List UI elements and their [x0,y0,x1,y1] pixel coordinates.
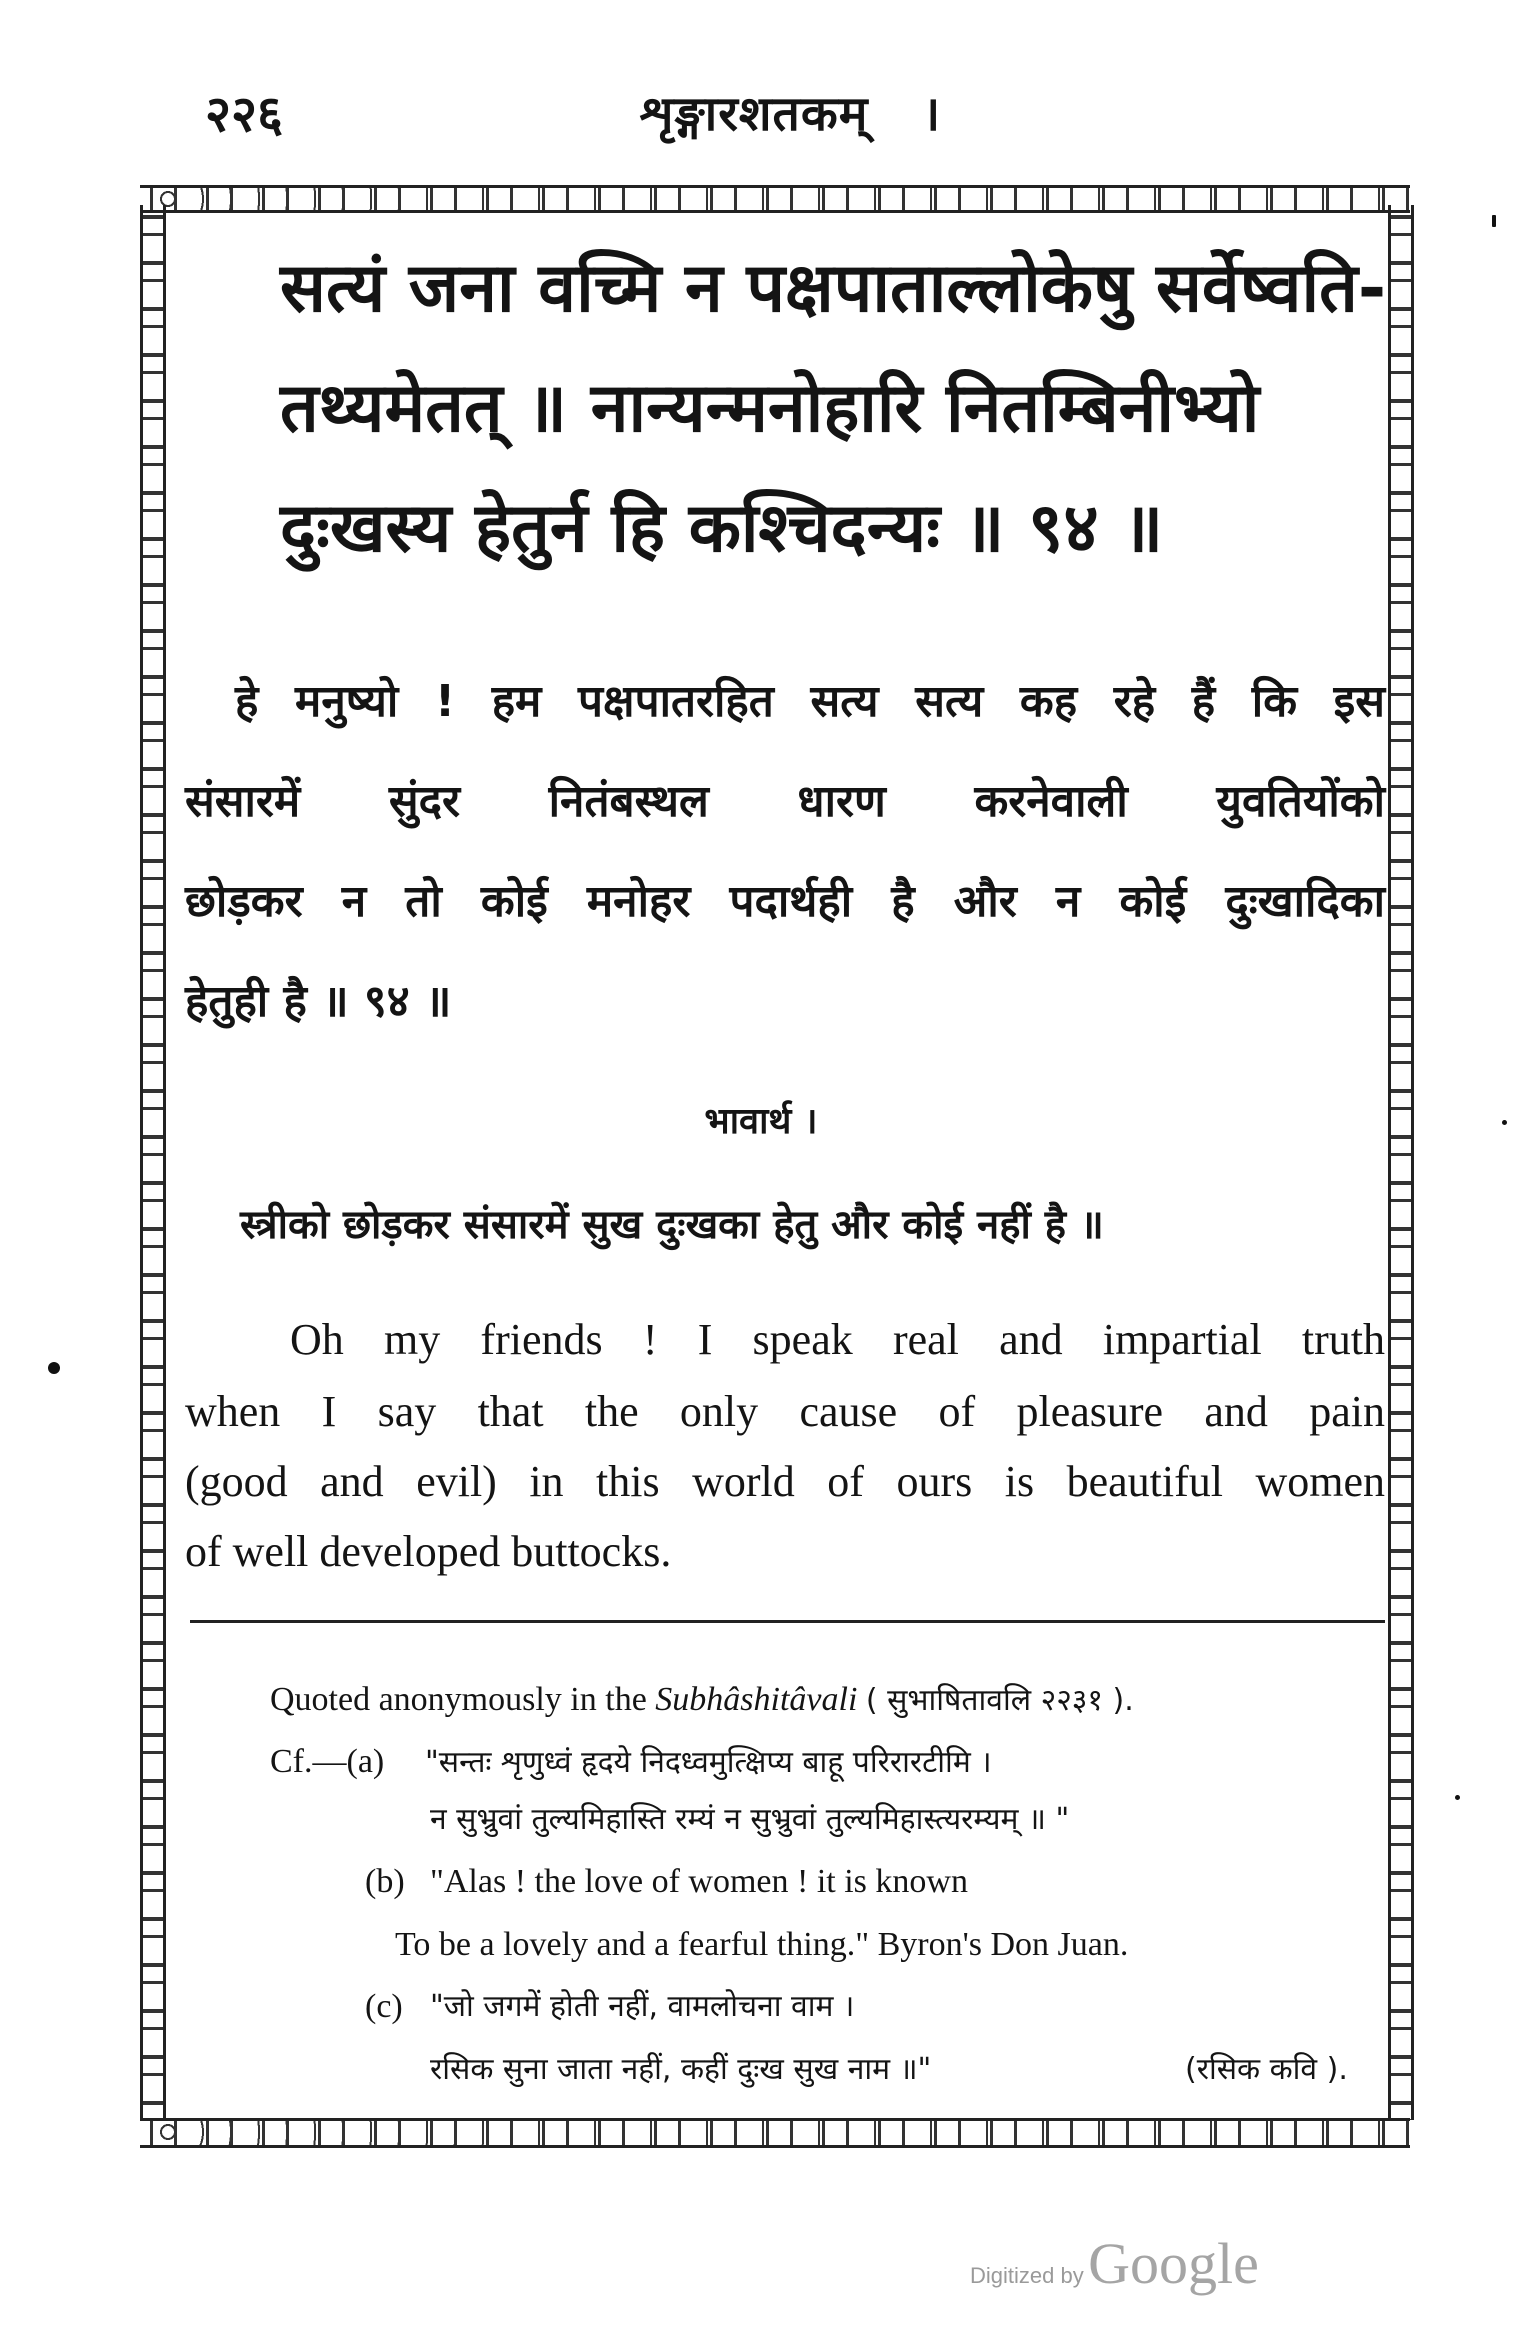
note-cf-label: Cf.—(a) [270,1743,385,1780]
english-line: of well developed buttocks. [185,1527,672,1576]
note-cf-a-line: न सुभ्रुवां तुल्यमिहास्ति रम्यं न सुभ्रुवां तुल्यमिहास्त्यरम्यम् ॥ " [430,1802,1070,1837]
digitized-watermark [970,2230,1259,2297]
speck-mark [1502,1120,1507,1125]
speck-mark [1455,1795,1460,1800]
hindi-line: छोड़कर न तो कोई मनोहर पदार्थही है और न कोई दुःखादिका [185,876,1385,927]
watermark-brand: Google [1088,2231,1259,2296]
note-quoted-prefix: Quoted anonymously in the [270,1681,647,1718]
ornamental-border-left [140,205,166,2120]
running-title-danda: । [922,86,941,142]
hindi-line: हे मनुष्यो ! हम पक्षपातरहित सत्य सत्य कह रहे हैं कि इस [235,676,1385,727]
ornamental-border-right [1388,205,1414,2120]
speck-mark [1492,215,1496,227]
english-line: when I say that the only cause of pleasure and pain [185,1387,1385,1436]
ornamental-border-top [140,185,1410,213]
section-divider [190,1620,1385,1623]
verse-line: तथ्यमेतत् ॥ नान्यन्मनोहारि नितम्बिनीभ्यो [280,369,1260,448]
note-c-line: रसिक सुना जाता नहीं, कहीं दुःख सुख नाम ॥" [430,2052,932,2087]
note-quoted [270,1683,1134,1717]
page-number: २२६ [205,85,283,143]
bhavartha-heading: भावार्थ । [704,1101,818,1142]
bhavartha-text: स्त्रीको छोड़कर संसारमें सुख दुःखका हेतु और कोई नहीं है ॥ [240,1202,1104,1248]
running-title: शृङ्गारशतकम् [640,86,869,142]
note-c-line: "जो जगमें होती नहीं, वामलोचना वाम । [430,1989,855,2024]
verse-line: सत्यं जना वच्मि न पक्षपाताल्लोकेषु सर्वेष्वति- [280,249,1387,328]
note-c-credit: (रसिक कवि ). [1185,2052,1348,2087]
note-quoted-source: Subhâshitâvali [655,1681,858,1718]
english-line: Oh my friends ! I speak real and impartial truth [290,1315,1385,1364]
note-quoted-ref: ( सुभाषितावलि २२३१ ). [865,1683,1134,1718]
watermark-prefix: Digitized by [970,2263,1084,2288]
note-b-label: (b) [365,1863,405,1900]
verse-line: दुःखस्य हेतुर्न हि कश्चिदन्यः ॥ ९४ ॥ [280,489,1164,568]
speck-mark [48,1362,60,1374]
note-c-label: (c) [365,1988,403,2025]
english-line: (good and evil) in this world of ours is beautiful women [185,1457,1385,1506]
note-cf-a-line: "सन्तः शृणुध्वं हृदये निदध्वमुत्क्षिप्य बाहू परिरारटीमि । [425,1745,992,1780]
hindi-line: हेतुही है ॥ ९४ ॥ [185,976,452,1027]
note-b-line: "Alas ! the love of women ! it is known [430,1863,968,1900]
hindi-line: संसारमें सुंदर नितंबस्थल धारण करनेवाली युवतियोंको [185,776,1385,827]
note-b-line: To be a lovely and a fearful thing." Byron's Don Juan. [395,1926,1129,1963]
ornamental-border-bottom [140,2118,1410,2148]
